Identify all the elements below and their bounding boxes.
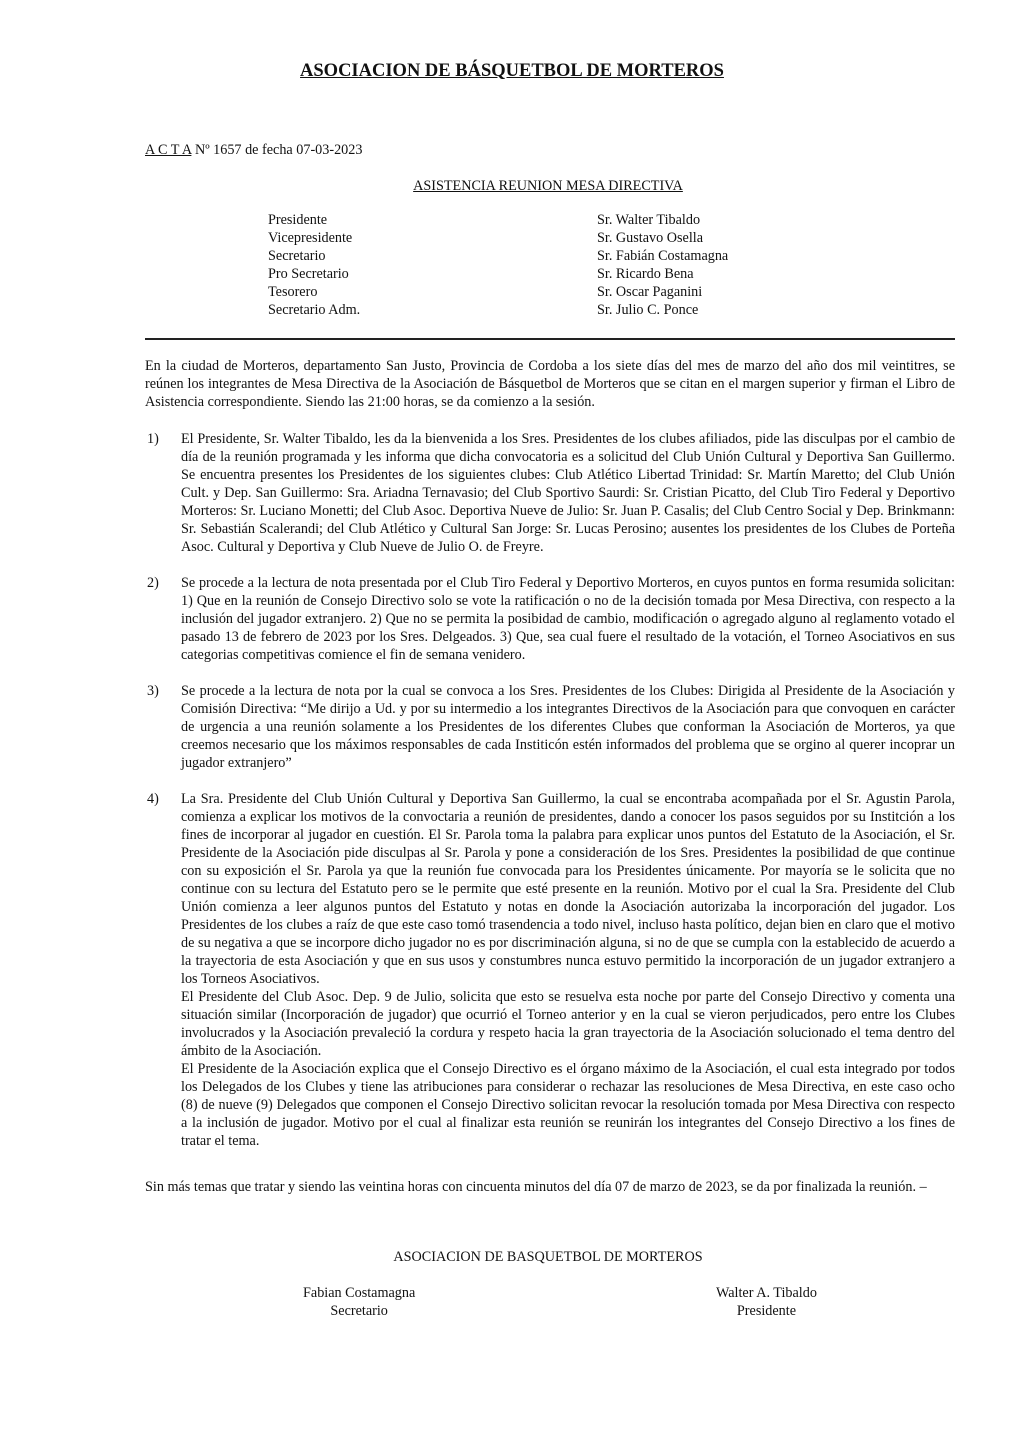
roster-row — [268, 211, 768, 229]
roster-role: Secretario Adm. — [268, 302, 361, 318]
signature-title: Presidente — [736, 1303, 797, 1319]
item-paragraph: El Presidente de la Asociación explica que el Consejo Directivo es el órgano máximo de la Asociación, el cual esta integrado por todos los Delegados de los Clubes y tiene las atribuciones para considerar o rechazar las resoluciones de Mesa Directiva, en este caso ocho (8) de nueve (9) Delegados que componen el Consejo Directivo solicitan revocar la resolución tomada por Mesa Directiva con respecto a la inclusión de jugador. Motivo por el cual al finalizar esta reunión se reunirán los integrantes del Consejo Directivo a los fines de tratar el tema. — [181, 1061, 955, 1149]
agenda-items — [145, 430, 955, 1168]
item-paragraph: Se procede a la lectura de nota presentada por el Club Tiro Federal y Deportivo Morteros, en cuyos puntos en forma resumida solicitan: 1) Que en la reunión de Consejo Directivo solo se vote la ratificación o no de la decisión tomada por Mesa Directiva, con respecto a la inclusión del jugador extranjero. 2) Que no se permita la posibidad de cambio, modificación o agregado alguno al reglamento votado el pasado 13 de febrero de 2023 por los Sres. Delgeados. 3) Que, sea cual fuere el resultado de la votación, el Torneo Asociativos en sus categorias competitivas comience el fin de semana venidero. — [181, 575, 955, 663]
roster-name: Sr. Ricardo Bena — [597, 266, 694, 282]
acta-number-date: Nº 1657 de fecha 07-03-2023 — [191, 142, 363, 158]
roster-role: Vicepresidente — [268, 230, 353, 246]
roster-name: Sr. Fabián Costamagna — [597, 248, 729, 264]
roster-role: Pro Secretario — [268, 266, 349, 282]
signature-name: Walter A. Tibaldo — [716, 1285, 817, 1301]
acta-number-line — [145, 141, 362, 159]
roster-name: Sr. Julio C. Ponce — [597, 302, 699, 318]
document-title: ASOCIACION DE BÁSQUETBOL DE MORTEROS — [300, 61, 724, 81]
roster-name: Sr. Oscar Paganini — [597, 284, 703, 300]
section-divider — [145, 338, 955, 340]
roster-row — [268, 247, 768, 265]
item-number: 1) — [147, 431, 159, 447]
agenda-item — [145, 790, 955, 1150]
agenda-item — [145, 574, 955, 664]
attendance-heading: ASISTENCIA REUNION MESA DIRECTIVA — [413, 178, 683, 194]
roster-row — [268, 265, 768, 283]
roster-role: Secretario — [268, 248, 326, 264]
item-paragraph: El Presidente, Sr. Walter Tibaldo, les da la bienvenida a los Sres. Presidentes de los clubes afiliados, pide las disculpas por el cambio de día de la reunión programada y les informa que dicha convocatoria es a solicitud del Club Unión Cultural y Deportiva San Guillermo. Se encuentra presentes los Presidentes de los siguientes clubes: Club Atlético Libertad Trinidad: Sr. Martín Maretto; del Club Unión Cult. y Dep. San Guillermo: Sra. Ariadna Ternavasio; del Club Sportivo Saurdi: Sr. Cristian Picatto, del Club Tiro Federal y Deportivo Morteros: Sr. Luciano Monetti; del Club Asoc. Deportiva Nueve de Julio: Sr. Juan P. Casalis; del Club Centro Social y Dep. Brinkmann: Sr. Sebastián Scalerandi; del Club Atlético y Cultural San Jorge: Sr. Lucas Perosino; ausentes los presidentes de los Clubes de Porteña Asoc. Cultural y Deportiva y Club Nueve de Julio O. de Freyre. — [181, 431, 955, 555]
roster-role: Presidente — [268, 212, 328, 228]
item-paragraph: El Presidente del Club Asoc. Dep. 9 de Julio, solicita que esto se resuelva esta noche por parte del Consejo Directivo y comenta una situación similar (Incorporación de jugador) que ocurrió el Torneo anterior y en la cual se vieron perjudicados, pero entre los Clubes involucrados y la Asociación prevaleció la cordura y respeto hacia la gran trayectoria de la Asociación solucionado el tema dentro del ámbito de la Asociación. — [181, 989, 955, 1059]
agenda-item — [145, 682, 955, 772]
closing-paragraph: Sin más temas que tratar y siendo las veintina horas con cincuenta minutos del día 07 de marzo de 2023, se da por finalizada la reunión. – — [145, 1179, 927, 1195]
item-number: 2) — [147, 575, 159, 591]
item-paragraph: La Sra. Presidente del Club Unión Cultural y Deportiva San Guillermo, la cual se encontraba acompañada por el Sr. Agustin Parola, comienza a explicar los motivos de la convoctaria a reunión de presidentes, dando a conocer los pasos seguidos por su Institción a los fines de incorporar al jugador en cuestión. El Sr. Parola toma la palabra para explicar unos puntos del Estatuto de la Asociación, el Sr. Presidente de la Asociación pide disculpas al Sr. Parola y pone a consideración de los Sres. Presidentes la posibilidad de que continue con su exposición el Sr. Parola ya que la reunión fue convocada para los Presidentes únicamente. Por mayoría se le solicita que no continue con su lectura del Estatuto pero se le permite que esté presente en la reunión. Motivo por el cual la Sra. Presidente del Club Unión comienza a leer algunos puntos del Estatuto y notas en donde la Asociación autorizaba la incorporación del jugador. Los Presidentes de los clubes a raíz de que este caso tomó trasendencia a todo nivel, incluso hasta político, dejan bien en claro que el motivo de su negativa a que se incorpore dicho jugador no es por discriminación alguna, si no de que se cumpla con la establecido de acuerdo a la trayectoria de esta Asociación y que en sus usos y constumbres nunca estuvo permitido la incorporación de un jugador extranjero a los Torneos Asociativos. — [181, 791, 955, 987]
roster-row — [268, 301, 768, 319]
roster-row — [268, 229, 768, 247]
item-number: 3) — [147, 683, 159, 699]
attendance-roster — [268, 211, 768, 319]
roster-row — [268, 283, 768, 301]
signature-name: Fabian Costamagna — [303, 1285, 416, 1301]
intro-paragraph: En la ciudad de Morteros, departamento San Justo, Provincia de Cordoba a los siete días del mes de marzo del año dos mil veintitres, se reúnen los integrantes de Mesa Directiva de la Asociación de Básquetbol de Morteros que se citan en el margen superior y firman el Libro de Asistencia correspondiente. Siendo las 21:00 horas, se da comienzo a la sesión. — [145, 358, 955, 410]
roster-role: Tesorero — [268, 284, 318, 300]
item-paragraph: Se procede a la lectura de nota por la cual se convoca a los Sres. Presidentes de los Clubes: Dirigida al Presidente de la Asociación y Comisión Directiva: “Me dirijo a Ud. y por su intermedio a los integrantes Directivos de la Asociación para que convoquen en carácter de urgencia a una reunión solamente a los Presidentes de los diferentes Clubes que conforman la Asociación de Morteros, ya que creemos necesario que los máximos responsables de cada Institicón estén informados del problema que se orgino al querer incoprar un jugador extranjero” — [181, 683, 955, 771]
signature-title: Secretario — [330, 1303, 388, 1319]
footer-organization: ASOCIACION DE BASQUETBOL DE MORTEROS — [393, 1249, 703, 1265]
signature-secretary — [303, 1284, 415, 1320]
acta-label: A C T A — [145, 142, 192, 158]
roster-name: Sr. Gustavo Osella — [597, 230, 704, 246]
agenda-item — [145, 430, 955, 556]
signature-president — [716, 1284, 817, 1320]
roster-name: Sr. Walter Tibaldo — [597, 212, 701, 228]
item-number: 4) — [147, 791, 159, 807]
